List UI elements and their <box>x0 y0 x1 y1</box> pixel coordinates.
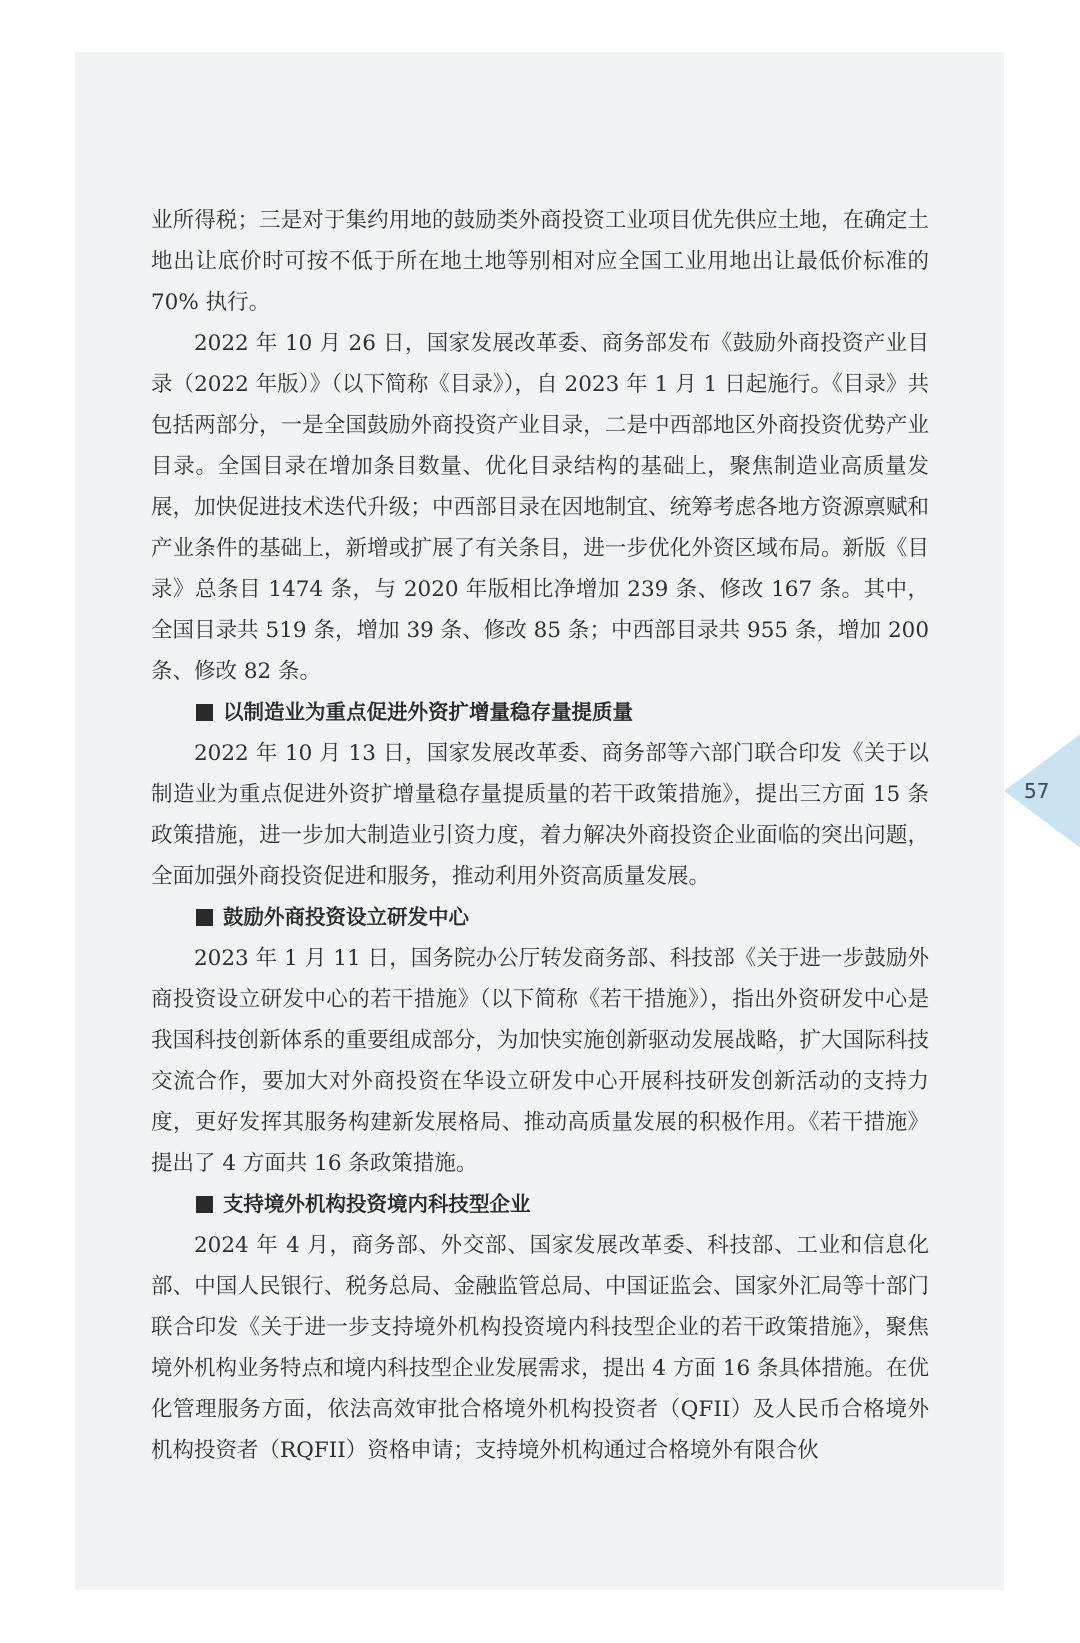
paragraph-tech-enterprises: 2024 年 4 月，商务部、外交部、国家发展改革委、科技部、工业和信息化部、中国人民银行、税务总局、金融监管总局、中国证监会、国家外汇局等十部门联合印发《关于进一步支持境外机构投资境内科技型企业的若干政策措施》，聚焦境外机构业务特点和境内科技型企业发展需求，提出 4 方面 16 条具体措施。在优化管理服务方面，依法高效审批合格境外机构投资者（QFII）及人民币合格境外机构投资者（RQFII）资格申请；支持境外机构通过合格境外有限合伙 <box>151 1233 929 1463</box>
square-bullet-icon <box>196 704 213 721</box>
section-heading-text: 支持境外机构投资境内科技型企业 <box>223 1192 531 1216</box>
square-bullet-icon <box>196 909 213 926</box>
section-heading-rd-centers <box>151 897 929 938</box>
section-heading-manufacturing <box>151 692 929 733</box>
section-heading-tech-enterprises <box>151 1184 929 1225</box>
page-number: 57 <box>1024 779 1050 803</box>
paragraph-manufacturing-policy: 2022 年 10 月 13 日，国家发展改革委、商务部等六部门联合印发《关于以制造业为重点促进外资扩增量稳存量提质量的若干政策措施》，提出三方面 15 条政策措施，进一步加大制造业引资力度，着力解决外商投资企业面临的突出问题，全面加强外商投资促进和服务，推动利用外资高质量发展。 <box>151 741 929 889</box>
document-body <box>151 200 929 1471</box>
paragraph-continued: 业所得税；三是对于集约用地的鼓励类外商投资工业项目优先供应土地，在确定土地出让底价时可按不低于所在地土地等别相对应全国工业用地出让最低价标准的 70% 执行。 <box>151 208 929 315</box>
section-heading-text: 鼓励外商投资设立研发中心 <box>223 905 469 929</box>
paragraph-rd-centers: 2023 年 1 月 11 日，国务院办公厅转发商务部、科技部《关于进一步鼓励外商投资设立研发中心的若干措施》（以下简称《若干措施》），指出外资研发中心是我国科技创新体系的重要组成部分，为加快实施创新驱动发展战略，扩大国际科技交流合作，要加大对外商投资在华设立研发中心开展科技研发创新活动的支持力度，更好发挥其服务构建新发展格局、推动高质量发展的积极作用。《若干措施》提出了 4 方面共 16 条政策措施。 <box>151 946 929 1176</box>
paragraph-industry-catalogue: 2022 年 10 月 26 日，国家发展改革委、商务部发布《鼓励外商投资产业目录（2022 年版）》（以下简称《目录》），自 2023 年 1 月 1 日起施行。《目录》共包括两部分，一是全国鼓励外商投资产业目录，二是中西部地区外商投资优势产业目录。全国目录在增加条目数量、优化目录结构的基础上，聚焦制造业高质量发展，加快促进技术迭代升级；中西部目录在因地制宜、统筹考虑各地方资源禀赋和产业条件的基础上，新增或扩展了有关条目，进一步优化外资区域布局。新版《目录》总条目 1474 条，与 2020 年版相比净增加 239 条、修改 167 条。其中，全国目录共 519 条，增加 39 条、修改 85 条；中西部目录共 955 条，增加 200 条、修改 82 条。 <box>151 331 929 684</box>
square-bullet-icon <box>196 1196 213 1213</box>
section-heading-text: 以制造业为重点促进外资扩增量稳存量提质量 <box>223 700 633 724</box>
